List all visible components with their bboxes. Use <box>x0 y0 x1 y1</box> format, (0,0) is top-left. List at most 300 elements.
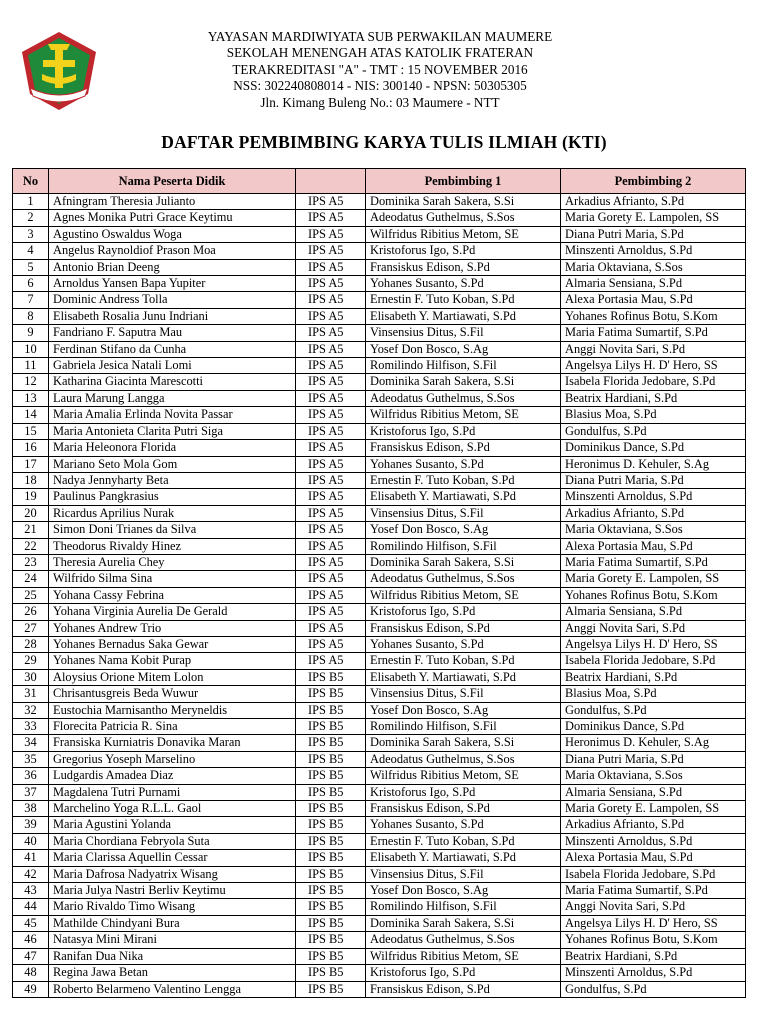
table-row <box>13 472 746 488</box>
supervisor-2: Diana Putri Maria, S.Pd <box>561 226 746 242</box>
class-name: IPS B5 <box>296 751 366 767</box>
student-name: Theresia Aurelia Chey <box>49 554 296 570</box>
student-name: Fransiska Kurniatris Donavika Maran <box>49 735 296 751</box>
student-name: Maria Heleonora Florida <box>49 440 296 456</box>
student-name: Chrisantusgreis Beda Wuwur <box>49 686 296 702</box>
table-row <box>13 702 746 718</box>
supervisor-1: Yosef Don Bosco, S.Ag <box>366 702 561 718</box>
row-number: 43 <box>13 883 49 899</box>
supervisor-1: Elisabeth Y. Martiawati, S.Pd <box>366 489 561 505</box>
supervisor-2: Alexa Portasia Mau, S.Pd <box>561 538 746 554</box>
class-name: IPS B5 <box>296 932 366 948</box>
supervisor-2: Isabela Florida Jedobare, S.Pd <box>561 866 746 882</box>
table-row <box>13 390 746 406</box>
supervisor-2: Almaria Sensiana, S.Pd <box>561 276 746 292</box>
supervisor-2: Beatrix Hardiani, S.Pd <box>561 948 746 964</box>
table-row <box>13 308 746 324</box>
row-number: 8 <box>13 308 49 324</box>
class-name: IPS B5 <box>296 883 366 899</box>
table-row <box>13 636 746 652</box>
student-name: Mariano Seto Mola Gom <box>49 456 296 472</box>
row-number: 12 <box>13 374 49 390</box>
student-name: Maria Antonieta Clarita Putri Siga <box>49 423 296 439</box>
class-name: IPS A5 <box>296 194 366 210</box>
supervisor-2: Alexa Portasia Mau, S.Pd <box>561 850 746 866</box>
table-row <box>13 932 746 948</box>
row-number: 31 <box>13 686 49 702</box>
table-row <box>13 883 746 899</box>
supervisor-2: Dominikus Dance, S.Pd <box>561 719 746 735</box>
class-name: IPS A5 <box>296 423 366 439</box>
table-row <box>13 292 746 308</box>
row-number: 14 <box>13 407 49 423</box>
student-name: Maria Amalia Erlinda Novita Passar <box>49 407 296 423</box>
supervisor-2: Angelsya Lilys H. D' Hero, SS <box>561 358 746 374</box>
student-name: Maria Julya Nastri Berliv Keytimu <box>49 883 296 899</box>
table-row <box>13 686 746 702</box>
class-name: IPS B5 <box>296 866 366 882</box>
class-name: IPS B5 <box>296 850 366 866</box>
supervisor-2: Heronimus D. Kehuler, S.Ag <box>561 456 746 472</box>
class-name: IPS A5 <box>296 620 366 636</box>
student-name: Florecita Patricia R. Sina <box>49 719 296 735</box>
row-number: 6 <box>13 276 49 292</box>
supervisor-1: Wilfridus Ribitius Metom, SE <box>366 407 561 423</box>
supervisor-2: Diana Putri Maria, S.Pd <box>561 472 746 488</box>
supervisor-2: Minszenti Arnoldus, S.Pd <box>561 489 746 505</box>
supervisor-1: Yohanes Susanto, S.Pd <box>366 817 561 833</box>
header-supervisor-1: Pembimbing 1 <box>366 169 561 194</box>
table-body <box>13 194 746 998</box>
table-row <box>13 817 746 833</box>
table-row <box>13 899 746 915</box>
table-row <box>13 768 746 784</box>
supervisor-1: Dominika Sarah Sakera, S.Si <box>366 194 561 210</box>
supervisor-2: Maria Fatima Sumartif, S.Pd <box>561 325 746 341</box>
supervisor-2: Angelsya Lilys H. D' Hero, SS <box>561 636 746 652</box>
supervisor-1: Adeodatus Guthelmus, S.Sos <box>366 390 561 406</box>
supervisor-2: Angelsya Lilys H. D' Hero, SS <box>561 915 746 931</box>
row-number: 29 <box>13 653 49 669</box>
supervisor-1: Ernestin F. Tuto Koban, S.Pd <box>366 472 561 488</box>
supervisor-2: Anggi Novita Sari, S.Pd <box>561 899 746 915</box>
class-name: IPS A5 <box>296 341 366 357</box>
class-name: IPS A5 <box>296 489 366 505</box>
supervisor-2: Beatrix Hardiani, S.Pd <box>561 390 746 406</box>
supervisor-1: Yohanes Susanto, S.Pd <box>366 276 561 292</box>
table-row <box>13 751 746 767</box>
table-row <box>13 276 746 292</box>
class-name: IPS A5 <box>296 390 366 406</box>
supervisor-1: Vinsensius Ditus, S.Fil <box>366 505 561 521</box>
class-name: IPS A5 <box>296 407 366 423</box>
row-number: 7 <box>13 292 49 308</box>
row-number: 19 <box>13 489 49 505</box>
table-row <box>13 210 746 226</box>
table-row <box>13 489 746 505</box>
supervisor-1: Kristoforus Igo, S.Pd <box>366 423 561 439</box>
student-name: Maria Dafrosa Nadyatrix Wisang <box>49 866 296 882</box>
supervisor-1: Wilfridus Ribitius Metom, SE <box>366 587 561 603</box>
student-name: Gregorius Yoseph Marselino <box>49 751 296 767</box>
supervisor-2: Minszenti Arnoldus, S.Pd <box>561 965 746 981</box>
student-name: Laura Marung Langga <box>49 390 296 406</box>
row-number: 18 <box>13 472 49 488</box>
row-number: 17 <box>13 456 49 472</box>
student-name: Ricardus Aprilius Nurak <box>49 505 296 521</box>
class-name: IPS A5 <box>296 325 366 341</box>
row-number: 24 <box>13 571 49 587</box>
student-name: Marchelino Yoga R.L.L. Gaol <box>49 801 296 817</box>
row-number: 44 <box>13 899 49 915</box>
table-row <box>13 243 746 259</box>
row-number: 41 <box>13 850 49 866</box>
supervisor-table <box>12 168 746 998</box>
table-row <box>13 915 746 931</box>
letterhead <box>140 29 620 111</box>
class-name: IPS B5 <box>296 981 366 997</box>
supervisor-2: Yohanes Rofinus Botu, S.Kom <box>561 932 746 948</box>
school-name: SEKOLAH MENENGAH ATAS KATOLIK FRATERAN <box>226 45 534 61</box>
class-name: IPS A5 <box>296 276 366 292</box>
table-row <box>13 669 746 685</box>
supervisor-1: Fransiskus Edison, S.Pd <box>366 801 561 817</box>
student-name: Ranifan Dua Nika <box>49 948 296 964</box>
table-row <box>13 653 746 669</box>
student-name: Regina Jawa Betan <box>49 965 296 981</box>
supervisor-1: Ernestin F. Tuto Koban, S.Pd <box>366 292 561 308</box>
supervisor-1: Fransiskus Edison, S.Pd <box>366 620 561 636</box>
supervisor-1: Vinsensius Ditus, S.Fil <box>366 686 561 702</box>
table-row <box>13 981 746 997</box>
row-number: 5 <box>13 259 49 275</box>
table-row <box>13 587 746 603</box>
table-row <box>13 407 746 423</box>
student-name: Afningram Theresia Julianto <box>49 194 296 210</box>
class-name: IPS B5 <box>296 965 366 981</box>
table-row <box>13 801 746 817</box>
class-name: IPS A5 <box>296 472 366 488</box>
supervisor-1: Dominika Sarah Sakera, S.Si <box>366 554 561 570</box>
class-name: IPS B5 <box>296 915 366 931</box>
supervisor-2: Almaria Sensiana, S.Pd <box>561 784 746 800</box>
supervisor-1: Elisabeth Y. Martiawati, S.Pd <box>366 308 561 324</box>
row-number: 23 <box>13 554 49 570</box>
table-row <box>13 604 746 620</box>
row-number: 38 <box>13 801 49 817</box>
supervisor-2: Maria Oktaviana, S.Sos <box>561 259 746 275</box>
supervisor-1: Adeodatus Guthelmus, S.Sos <box>366 571 561 587</box>
class-name: IPS A5 <box>296 243 366 259</box>
table-row <box>13 554 746 570</box>
table-row <box>13 325 746 341</box>
student-name: Dominic Andress Tolla <box>49 292 296 308</box>
row-number: 3 <box>13 226 49 242</box>
row-number: 32 <box>13 702 49 718</box>
supervisor-2: Gondulfus, S.Pd <box>561 423 746 439</box>
student-name: Gabriela Jesica Natali Lomi <box>49 358 296 374</box>
supervisor-2: Arkadius Afrianto, S.Pd <box>561 817 746 833</box>
student-name: Yohanes Nama Kobit Purap <box>49 653 296 669</box>
student-name: Wilfrido Silma Sina <box>49 571 296 587</box>
supervisor-1: Vinsensius Ditus, S.Fil <box>366 325 561 341</box>
class-name: IPS B5 <box>296 768 366 784</box>
supervisor-2: Beatrix Hardiani, S.Pd <box>561 669 746 685</box>
class-name: IPS B5 <box>296 899 366 915</box>
supervisor-1: Dominika Sarah Sakera, S.Si <box>366 915 561 931</box>
class-name: IPS A5 <box>296 538 366 554</box>
student-name: Antonio Brian Deeng <box>49 259 296 275</box>
supervisor-1: Wilfridus Ribitius Metom, SE <box>366 226 561 242</box>
header-no: No <box>13 169 49 194</box>
school-crest-icon <box>18 30 100 112</box>
supervisor-2: Yohanes Rofinus Botu, S.Kom <box>561 587 746 603</box>
supervisor-1: Adeodatus Guthelmus, S.Sos <box>366 210 561 226</box>
supervisor-2: Maria Gorety E. Lampolen, SS <box>561 571 746 587</box>
class-name: IPS A5 <box>296 226 366 242</box>
row-number: 16 <box>13 440 49 456</box>
class-name: IPS B5 <box>296 817 366 833</box>
class-name: IPS B5 <box>296 669 366 685</box>
table-row <box>13 719 746 735</box>
row-number: 33 <box>13 719 49 735</box>
supervisor-1: Wilfridus Ribitius Metom, SE <box>366 948 561 964</box>
supervisor-1: Ernestin F. Tuto Koban, S.Pd <box>366 653 561 669</box>
supervisor-2: Blasius Moa, S.Pd <box>561 686 746 702</box>
student-name: Simon Doni Trianes da Silva <box>49 522 296 538</box>
supervisor-1: Fransiskus Edison, S.Pd <box>366 981 561 997</box>
class-name: IPS A5 <box>296 210 366 226</box>
supervisor-1: Kristoforus Igo, S.Pd <box>366 243 561 259</box>
supervisor-1: Kristoforus Igo, S.Pd <box>366 604 561 620</box>
row-number: 45 <box>13 915 49 931</box>
student-name: Paulinus Pangkrasius <box>49 489 296 505</box>
supervisor-1: Yosef Don Bosco, S.Ag <box>366 341 561 357</box>
student-name: Magdalena Tutri Purnami <box>49 784 296 800</box>
supervisor-1: Kristoforus Igo, S.Pd <box>366 784 561 800</box>
table-row <box>13 833 746 849</box>
supervisor-1: Wilfridus Ribitius Metom, SE <box>366 768 561 784</box>
row-number: 37 <box>13 784 49 800</box>
row-number: 10 <box>13 341 49 357</box>
row-number: 9 <box>13 325 49 341</box>
student-name: Katharina Giacinta Marescotti <box>49 374 296 390</box>
supervisor-2: Alexa Portasia Mau, S.Pd <box>561 292 746 308</box>
table-row <box>13 358 746 374</box>
row-number: 28 <box>13 636 49 652</box>
class-name: IPS B5 <box>296 833 366 849</box>
row-number: 30 <box>13 669 49 685</box>
accreditation-line: TERAKREDITASI "A" - TMT : 15 NOVEMBER 2016 <box>232 61 528 77</box>
student-name: Agnes Monika Putri Grace Keytimu <box>49 210 296 226</box>
supervisor-2: Minszenti Arnoldus, S.Pd <box>561 833 746 849</box>
student-name: Aloysius Orione Mitem Lolon <box>49 669 296 685</box>
row-number: 21 <box>13 522 49 538</box>
class-name: IPS A5 <box>296 571 366 587</box>
table-row <box>13 850 746 866</box>
student-name: Arnoldus Yansen Bapa Yupiter <box>49 276 296 292</box>
row-number: 15 <box>13 423 49 439</box>
row-number: 1 <box>13 194 49 210</box>
table-row <box>13 866 746 882</box>
supervisor-2: Blasius Moa, S.Pd <box>561 407 746 423</box>
supervisor-2: Maria Gorety E. Lampolen, SS <box>561 210 746 226</box>
row-number: 26 <box>13 604 49 620</box>
class-name: IPS B5 <box>296 784 366 800</box>
row-number: 27 <box>13 620 49 636</box>
row-number: 34 <box>13 735 49 751</box>
student-name: Eustochia Marnisantho Meryneldis <box>49 702 296 718</box>
student-name: Ferdinan Stifano da Cunha <box>49 341 296 357</box>
row-number: 49 <box>13 981 49 997</box>
row-number: 13 <box>13 390 49 406</box>
class-name: IPS A5 <box>296 554 366 570</box>
supervisor-1: Adeodatus Guthelmus, S.Sos <box>366 751 561 767</box>
supervisor-1: Yosef Don Bosco, S.Ag <box>366 522 561 538</box>
school-address: Jln. Kimang Buleng No.: 03 Maumere - NTT <box>260 94 500 110</box>
supervisor-2: Diana Putri Maria, S.Pd <box>561 751 746 767</box>
row-number: 40 <box>13 833 49 849</box>
supervisor-1: Yohanes Susanto, S.Pd <box>366 456 561 472</box>
class-name: IPS A5 <box>296 456 366 472</box>
student-name: Theodorus Rivaldy Hinez <box>49 538 296 554</box>
student-name: Agustino Oswaldus Woga <box>49 226 296 242</box>
class-name: IPS A5 <box>296 358 366 374</box>
foundation-name: YAYASAN MARDIWIYATA SUB PERWAKILAN MAUMERE <box>207 29 553 44</box>
student-name: Yohana Cassy Febrina <box>49 587 296 603</box>
class-name: IPS A5 <box>296 440 366 456</box>
class-name: IPS A5 <box>296 604 366 620</box>
student-name: Yohanes Andrew Trio <box>49 620 296 636</box>
student-name: Natasya Mini Mirani <box>49 932 296 948</box>
supervisor-2: Gondulfus, S.Pd <box>561 702 746 718</box>
class-name: IPS A5 <box>296 587 366 603</box>
supervisor-1: Ernestin F. Tuto Koban, S.Pd <box>366 833 561 849</box>
table-row <box>13 538 746 554</box>
class-name: IPS A5 <box>296 308 366 324</box>
supervisor-2: Yohanes Rofinus Botu, S.Kom <box>561 308 746 324</box>
header-class <box>296 169 366 194</box>
student-name: Roberto Belarmeno Valentino Lengga <box>49 981 296 997</box>
table-row <box>13 259 746 275</box>
supervisor-1: Elisabeth Y. Martiawati, S.Pd <box>366 669 561 685</box>
student-name: Ludgardis Amadea Diaz <box>49 768 296 784</box>
class-name: IPS A5 <box>296 505 366 521</box>
supervisor-1: Dominika Sarah Sakera, S.Si <box>366 374 561 390</box>
supervisor-2: Isabela Florida Jedobare, S.Pd <box>561 374 746 390</box>
student-name: Maria Chordiana Febryola Suta <box>49 833 296 849</box>
table-row <box>13 948 746 964</box>
class-name: IPS B5 <box>296 801 366 817</box>
supervisor-2: Minszenti Arnoldus, S.Pd <box>561 243 746 259</box>
supervisor-1: Kristoforus Igo, S.Pd <box>366 965 561 981</box>
table-row <box>13 423 746 439</box>
row-number: 42 <box>13 866 49 882</box>
student-name: Yohana Virginia Aurelia De Gerald <box>49 604 296 620</box>
student-name: Maria Agustini Yolanda <box>49 817 296 833</box>
student-name: Mario Rivaldo Timo Wisang <box>49 899 296 915</box>
supervisor-2: Maria Oktaviana, S.Sos <box>561 768 746 784</box>
row-number: 35 <box>13 751 49 767</box>
supervisor-1: Fransiskus Edison, S.Pd <box>366 440 561 456</box>
student-name: Maria Clarissa Aquellin Cessar <box>49 850 296 866</box>
document-title: DAFTAR PEMBIMBING KARYA TULIS ILMIAH (KTI) <box>161 132 607 152</box>
supervisor-2: Arkadius Afrianto, S.Pd <box>561 505 746 521</box>
table-row <box>13 374 746 390</box>
table-row <box>13 620 746 636</box>
row-number: 4 <box>13 243 49 259</box>
student-name: Angelus Raynoldiof Prason Moa <box>49 243 296 259</box>
table-row <box>13 341 746 357</box>
class-name: IPS A5 <box>296 636 366 652</box>
table-row <box>13 505 746 521</box>
class-name: IPS B5 <box>296 948 366 964</box>
table-row <box>13 571 746 587</box>
supervisor-2: Heronimus D. Kehuler, S.Ag <box>561 735 746 751</box>
supervisor-1: Elisabeth Y. Martiawati, S.Pd <box>366 850 561 866</box>
supervisor-2: Anggi Novita Sari, S.Pd <box>561 620 746 636</box>
supervisor-2: Maria Fatima Sumartif, S.Pd <box>561 883 746 899</box>
supervisor-1: Vinsensius Ditus, S.Fil <box>366 866 561 882</box>
class-name: IPS B5 <box>296 719 366 735</box>
class-name: IPS A5 <box>296 522 366 538</box>
supervisor-1: Dominika Sarah Sakera, S.Si <box>366 735 561 751</box>
supervisor-2: Maria Gorety E. Lampolen, SS <box>561 801 746 817</box>
supervisor-2: Gondulfus, S.Pd <box>561 981 746 997</box>
table-header-row <box>13 169 746 194</box>
supervisor-1: Romilindo Hilfison, S.Fil <box>366 538 561 554</box>
supervisor-2: Anggi Novita Sari, S.Pd <box>561 341 746 357</box>
class-name: IPS A5 <box>296 292 366 308</box>
student-name: Fandriano F. Saputra Mau <box>49 325 296 341</box>
class-name: IPS B5 <box>296 686 366 702</box>
table-row <box>13 735 746 751</box>
row-number: 11 <box>13 358 49 374</box>
supervisor-1: Fransiskus Edison, S.Pd <box>366 259 561 275</box>
class-name: IPS A5 <box>296 653 366 669</box>
class-name: IPS A5 <box>296 259 366 275</box>
row-number: 36 <box>13 768 49 784</box>
supervisor-2: Isabela Florida Jedobare, S.Pd <box>561 653 746 669</box>
row-number: 46 <box>13 932 49 948</box>
supervisor-1: Romilindo Hilfison, S.Fil <box>366 899 561 915</box>
row-number: 2 <box>13 210 49 226</box>
table-row <box>13 226 746 242</box>
header-student-name: Nama Peserta Didik <box>49 169 296 194</box>
supervisor-1: Yosef Don Bosco, S.Ag <box>366 883 561 899</box>
supervisor-2: Maria Fatima Sumartif, S.Pd <box>561 554 746 570</box>
supervisor-1: Romilindo Hilfison, S.Fil <box>366 358 561 374</box>
student-name: Elisabeth Rosalia Junu Indriani <box>49 308 296 324</box>
table-row <box>13 784 746 800</box>
supervisor-2: Maria Oktaviana, S.Sos <box>561 522 746 538</box>
class-name: IPS A5 <box>296 374 366 390</box>
table-row <box>13 456 746 472</box>
row-number: 20 <box>13 505 49 521</box>
row-number: 25 <box>13 587 49 603</box>
row-number: 39 <box>13 817 49 833</box>
student-name: Nadya Jennyharty Beta <box>49 472 296 488</box>
row-number: 48 <box>13 965 49 981</box>
supervisor-1: Yohanes Susanto, S.Pd <box>366 636 561 652</box>
table-row <box>13 440 746 456</box>
row-number: 47 <box>13 948 49 964</box>
supervisor-2: Dominikus Dance, S.Pd <box>561 440 746 456</box>
class-name: IPS B5 <box>296 735 366 751</box>
student-name: Mathilde Chindyani Bura <box>49 915 296 931</box>
supervisor-1: Adeodatus Guthelmus, S.Sos <box>366 932 561 948</box>
student-name: Yohanes Bernadus Saka Gewar <box>49 636 296 652</box>
